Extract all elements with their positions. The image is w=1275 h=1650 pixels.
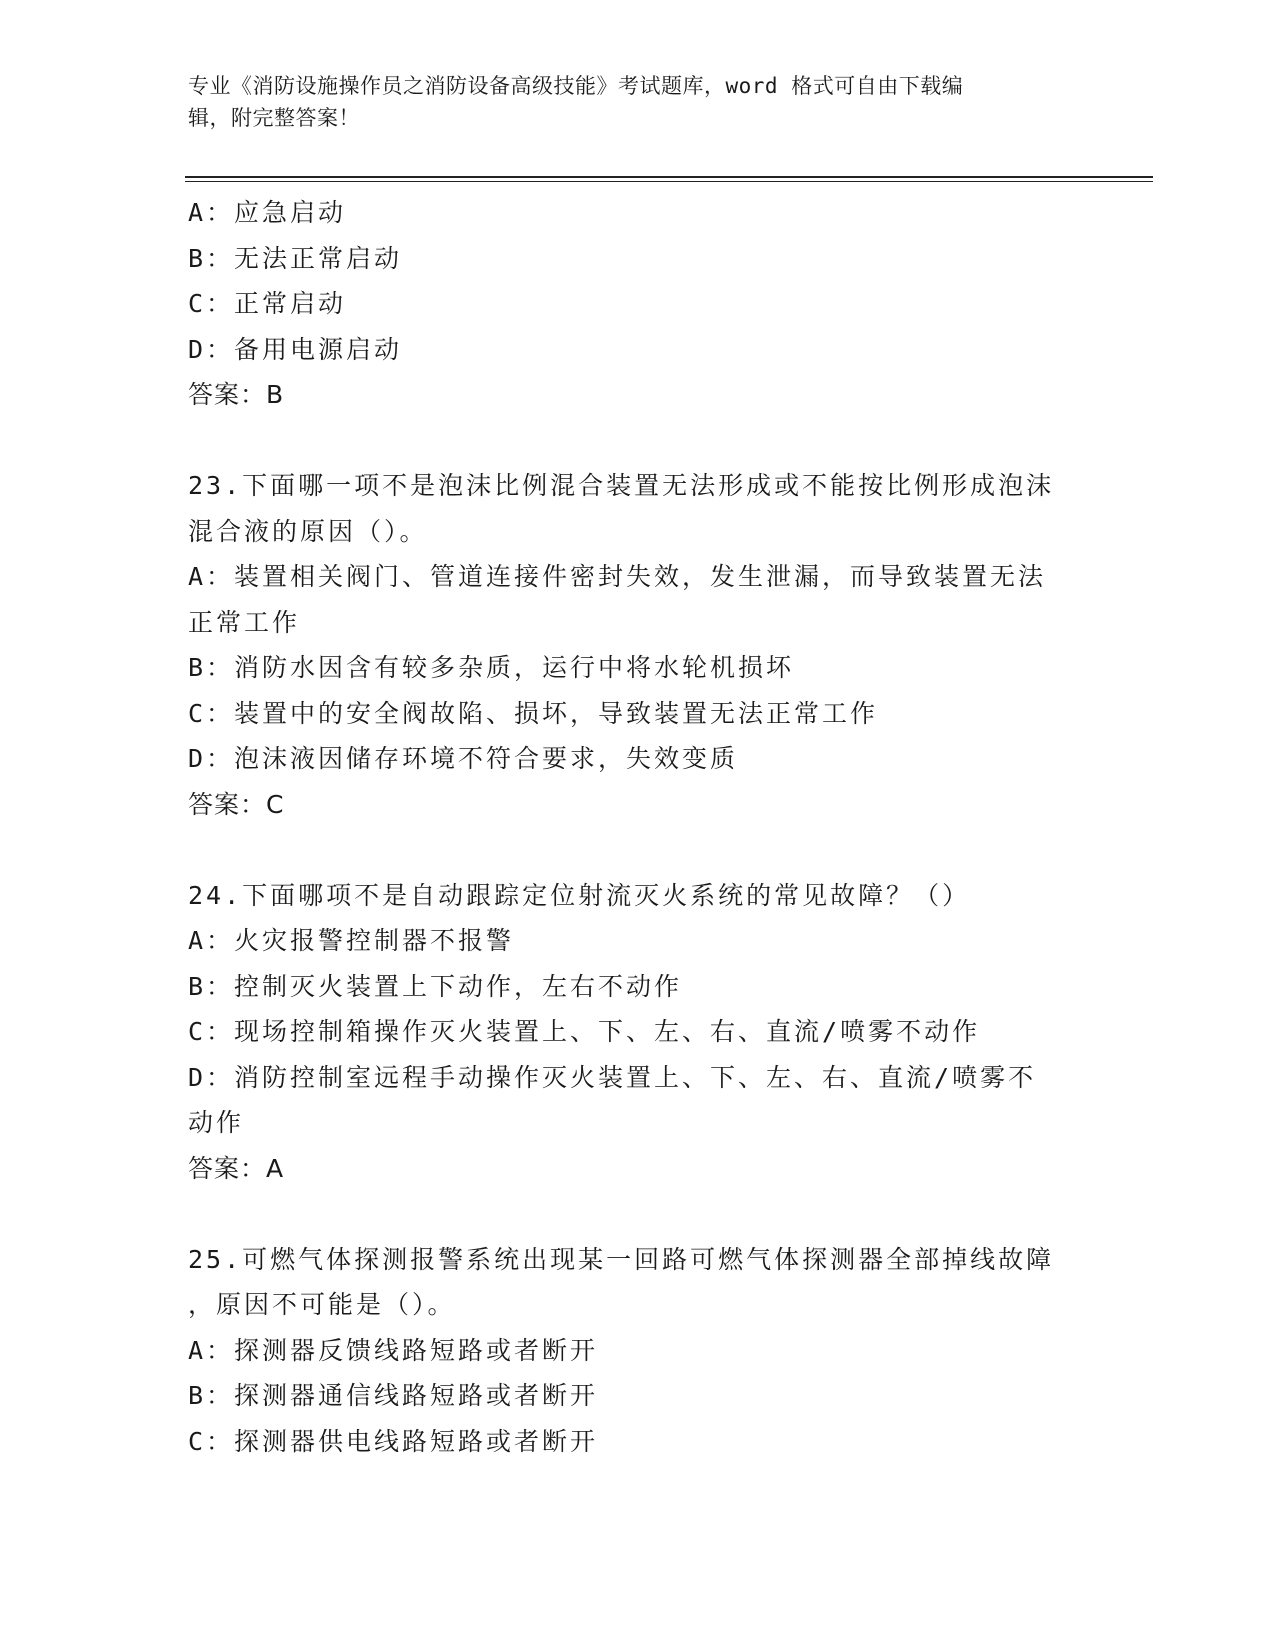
option-d-cont: 动作 — [188, 1108, 245, 1137]
spacer — [188, 1191, 1088, 1237]
question-stem-cont: ，原因不可能是（）。 — [188, 1290, 456, 1319]
option-a: A：装置相关阀门、管道连接件密封失效，发生泄漏，而导致装置无法 — [188, 562, 1047, 591]
answer-line: 答案：A — [188, 1153, 285, 1183]
option-c: C：现场控制箱操作灭火装置上、下、左、右、直流/喷雾不动作 — [188, 1017, 981, 1046]
option-c: C：装置中的安全阀故陷、损坏，导致装置无法正常工作 — [188, 698, 879, 728]
option-a: A：应急启动 — [188, 198, 347, 227]
option-d: D：消防控制室远程手动操作灭火装置上、下、左、右、直流/喷雾不 — [188, 1062, 1037, 1092]
answer-line: 答案：C — [188, 789, 285, 819]
option-b: B：控制灭火装置上下动作，左右不动作 — [188, 971, 683, 1001]
prev-question-block — [188, 190, 1088, 418]
question-content — [188, 190, 1088, 1464]
spacer — [188, 418, 1088, 464]
answer-line: 答案：B — [188, 380, 285, 409]
question-24-block — [188, 873, 1088, 1192]
option-d: D：泡沫液因储存环境不符合要求，失效变质 — [188, 744, 739, 773]
question-23-block — [188, 463, 1088, 827]
option-a: A：火灾报警控制器不报警 — [188, 926, 515, 955]
option-a: A：探测器反馈线路短路或者断开 — [188, 1335, 599, 1365]
document-header — [188, 70, 1068, 134]
question-stem: 24.下面哪项不是自动跟踪定位射流灭火系统的常见故障？（） — [188, 880, 971, 910]
header-divider-thin — [185, 181, 1153, 182]
header-divider-thick — [185, 176, 1153, 178]
header-line-2: 辑，附完整答案！ — [188, 106, 360, 130]
option-b: B：消防水因含有较多杂质，运行中将水轮机损坏 — [188, 653, 795, 682]
option-b: B：探测器通信线路短路或者断开 — [188, 1381, 599, 1410]
spacer — [188, 827, 1088, 873]
header-line-1: 专业《消防设施操作员之消防设备高级技能》考试题库，word 格式可自由下载编 — [188, 74, 964, 98]
question-stem-cont: 混合液的原因（）。 — [188, 516, 428, 546]
question-stem: 23.下面哪一项不是泡沫比例混合装置无法形成或不能按比例形成泡沫 — [188, 471, 1055, 500]
option-c: C：正常启动 — [188, 289, 347, 318]
option-a-cont: 正常工作 — [188, 607, 301, 637]
option-b: B：无法正常启动 — [188, 243, 403, 273]
option-c: C：探测器供电线路短路或者断开 — [188, 1426, 599, 1456]
option-d: D：备用电源启动 — [188, 334, 403, 364]
question-stem: 25.可燃气体探测报警系统出现某一回路可燃气体探测器全部掉线故障 — [188, 1244, 1055, 1274]
question-25-block — [188, 1237, 1088, 1465]
